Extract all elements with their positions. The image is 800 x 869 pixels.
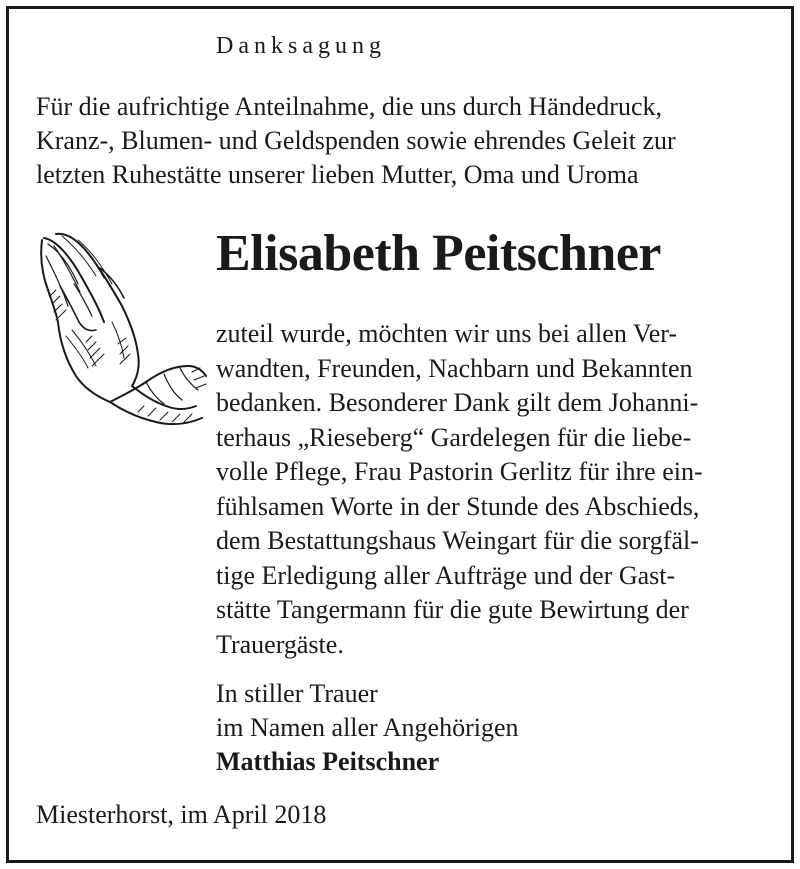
intro-line: Für die aufrichtige Anteilnahme, die uns durch Händedruck, (36, 92, 662, 121)
deceased-name: Elisabeth Peitschner (216, 225, 661, 282)
intro-line: Kranz-, Blumen- und Geldspenden sowie ehrendes Geleit zur (36, 126, 676, 155)
body-line: wandten, Freunden, Nachbarn und Bekannten (216, 353, 693, 383)
body-line: stätte Tangermann für die gute Bewirtung der (216, 595, 689, 624)
closing-line: im Namen aller Angehörigen (216, 713, 519, 742)
place-date: Miesterhorst, im April 2018 (36, 800, 327, 829)
praying-hands-icon (26, 226, 208, 430)
body-line: bedanken. Besonderer Dank gilt dem Johanni- (216, 388, 699, 417)
body-line: terhaus „Rieseberg“ Gardelegen für die liebe- (216, 422, 692, 452)
body-line: volle Pflege, Frau Pastorin Gerlitz für ihre ein- (216, 457, 703, 486)
body-line: tige Erledigung aller Aufträge und der Gast- (216, 560, 676, 590)
body-line: dem Bestattungshaus Weingart für die sorgfäl- (216, 526, 699, 555)
closing-block (216, 677, 519, 779)
intro-text (36, 90, 676, 192)
intro-line: letzten Ruhestätte unserer lieben Mutter, Oma und Uroma (36, 160, 639, 189)
body-line: zuteil wurde, möchten wir uns bei allen Ver- (216, 319, 678, 348)
closing-line: In stiller Trauer (216, 679, 378, 708)
body-line: Trauergäste. (216, 629, 344, 659)
body-line: fühlsamen Worte in der Stunde des Abschieds, (216, 491, 700, 521)
signer-name: Matthias Peitschner (216, 747, 440, 776)
notice-heading: Danksagung (216, 33, 386, 59)
body-text (216, 317, 703, 662)
